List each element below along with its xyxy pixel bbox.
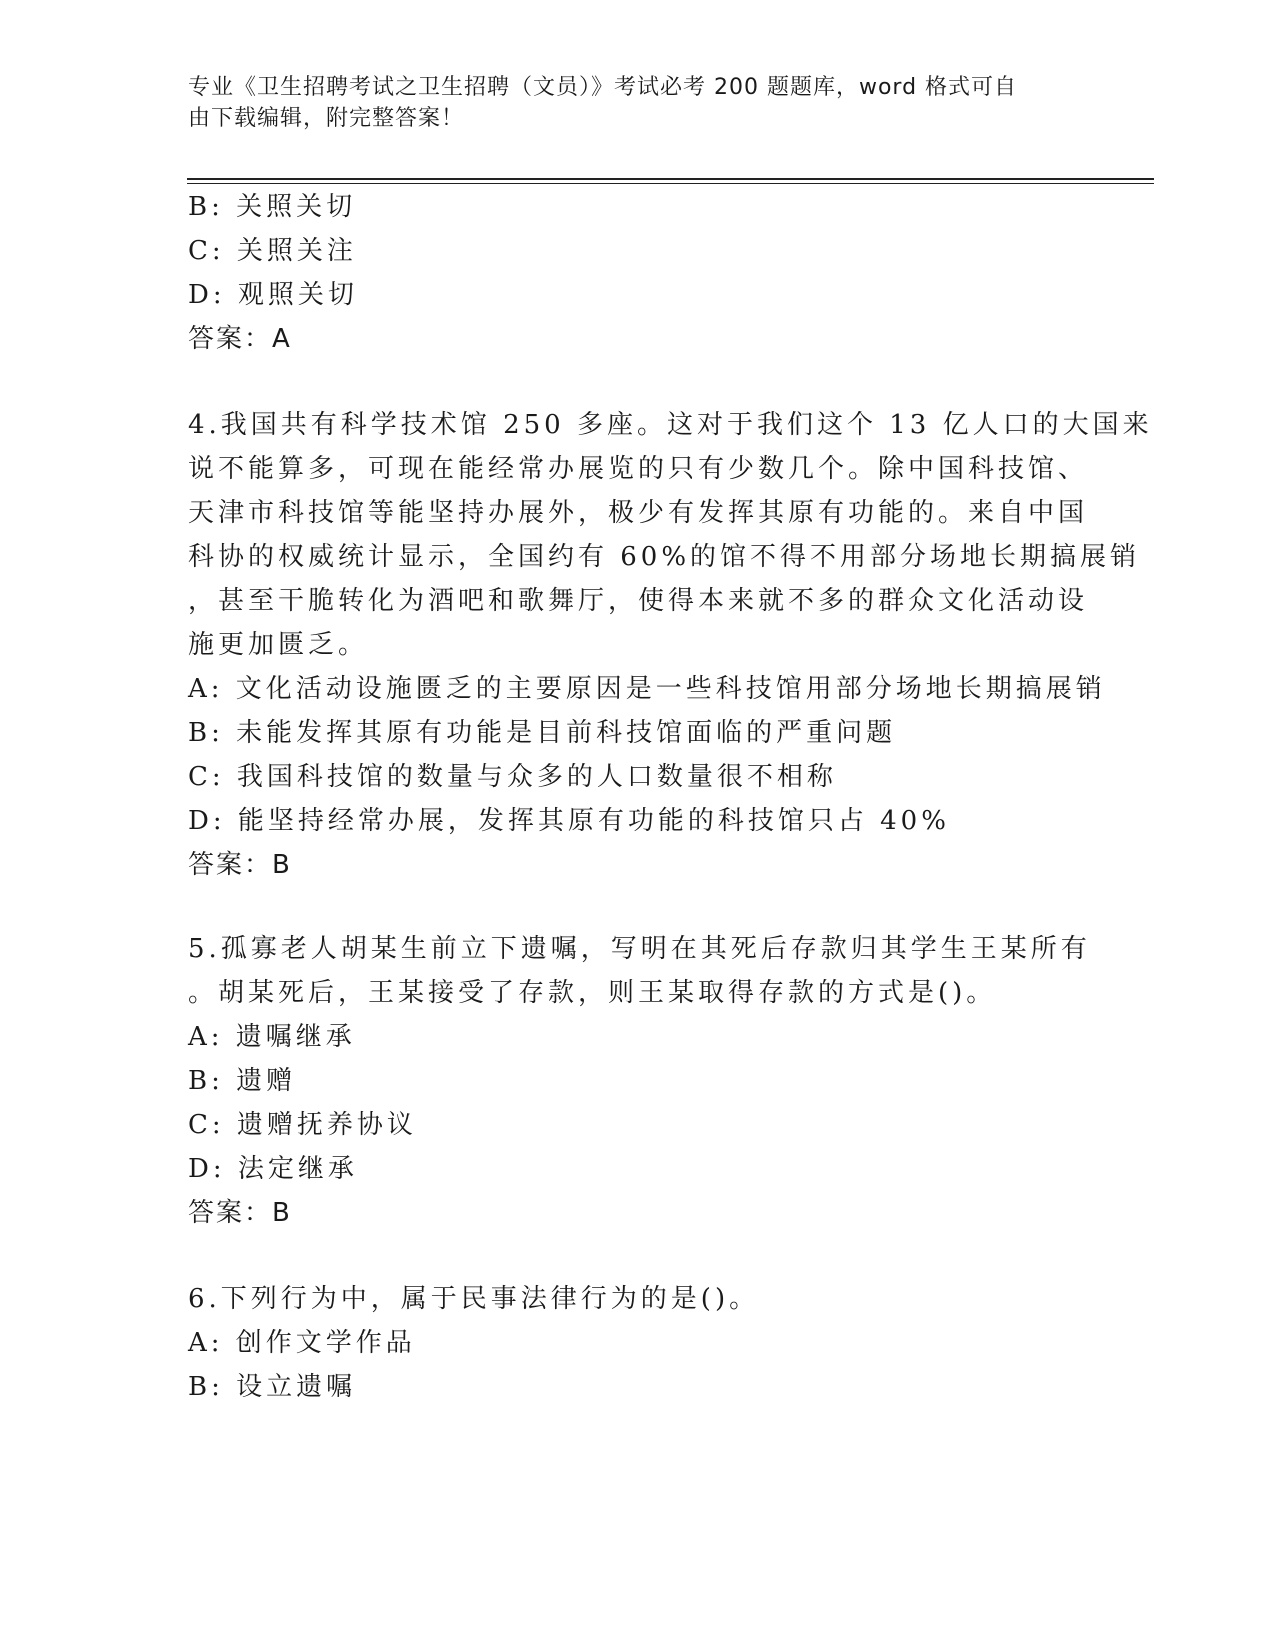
header-divider-thick [187,178,1154,180]
q6-option-a: A: 创作文学作品 [188,1328,416,1358]
q4-stem-line-4: 科协的权威统计显示，全国约有 60%的馆不得不用部分场地长期搞展销 [188,542,1141,572]
q4-option-b: B: 未能发挥其原有功能是目前科技馆面临的严重问题 [188,718,897,748]
q4-option-d: D: 能坚持经常办展，发挥其原有功能的科技馆只占 40% [188,806,950,836]
q4-stem-line-3: 天津市科技馆等能坚持办展外，极少有发挥其原有功能的。来自中国 [188,498,1089,528]
q5-stem-line-1: 5.孤寡老人胡某生前立下遗嘱，写明在其死后存款归其学生王某所有 [188,934,1091,964]
q3-answer: 答案：A [188,324,292,354]
header-line-1: 专业《卫生招聘考试之卫生招聘（文员）》考试必考 200 题题库，word 格式可自 [188,75,1018,100]
q4-stem-line-1: 4.我国共有科学技术馆 250 多座。这对于我们这个 13 亿人口的大国来 [188,410,1153,440]
q4-stem-line-5: ，甚至干脆转化为酒吧和歌舞厅，使得本来就不多的群众文化活动设 [188,586,1089,616]
q4-stem-line-2: 说不能算多，可现在能经常办展览的只有少数几个。除中国科技馆、 [188,454,1089,484]
q4-stem-line-6: 施更加匮乏。 [188,630,369,660]
document-header [188,72,1088,134]
q5-answer: 答案：B [188,1198,292,1228]
header-line-2: 由下载编辑，附完整答案！ [188,106,465,131]
q6-option-b: B: 设立遗嘱 [188,1372,357,1402]
q5-option-d: D: 法定继承 [188,1154,358,1184]
q5-option-c: C: 遗赠抚养协议 [188,1110,417,1140]
q5-option-b: B: 遗赠 [188,1066,297,1096]
q4-answer: 答案：B [188,850,292,880]
q3-option-b: B: 关照关切 [188,192,357,222]
q4-option-a: A: 文化活动设施匮乏的主要原因是一些科技馆用部分场地长期搞展销 [188,674,1106,704]
q5-option-a: A: 遗嘱继承 [188,1022,356,1052]
q4-option-c: C: 我国科技馆的数量与众多的人口数量很不相称 [188,762,837,792]
q5-stem-line-2: 。胡某死后，王某接受了存款，则王某取得存款的方式是()。 [188,978,997,1008]
q6-stem-line-1: 6.下列行为中，属于民事法律行为的是()。 [188,1284,760,1314]
q3-option-d: D: 观照关切 [188,280,358,310]
q3-option-c: C: 关照关注 [188,236,357,266]
header-divider-thin [187,183,1154,184]
